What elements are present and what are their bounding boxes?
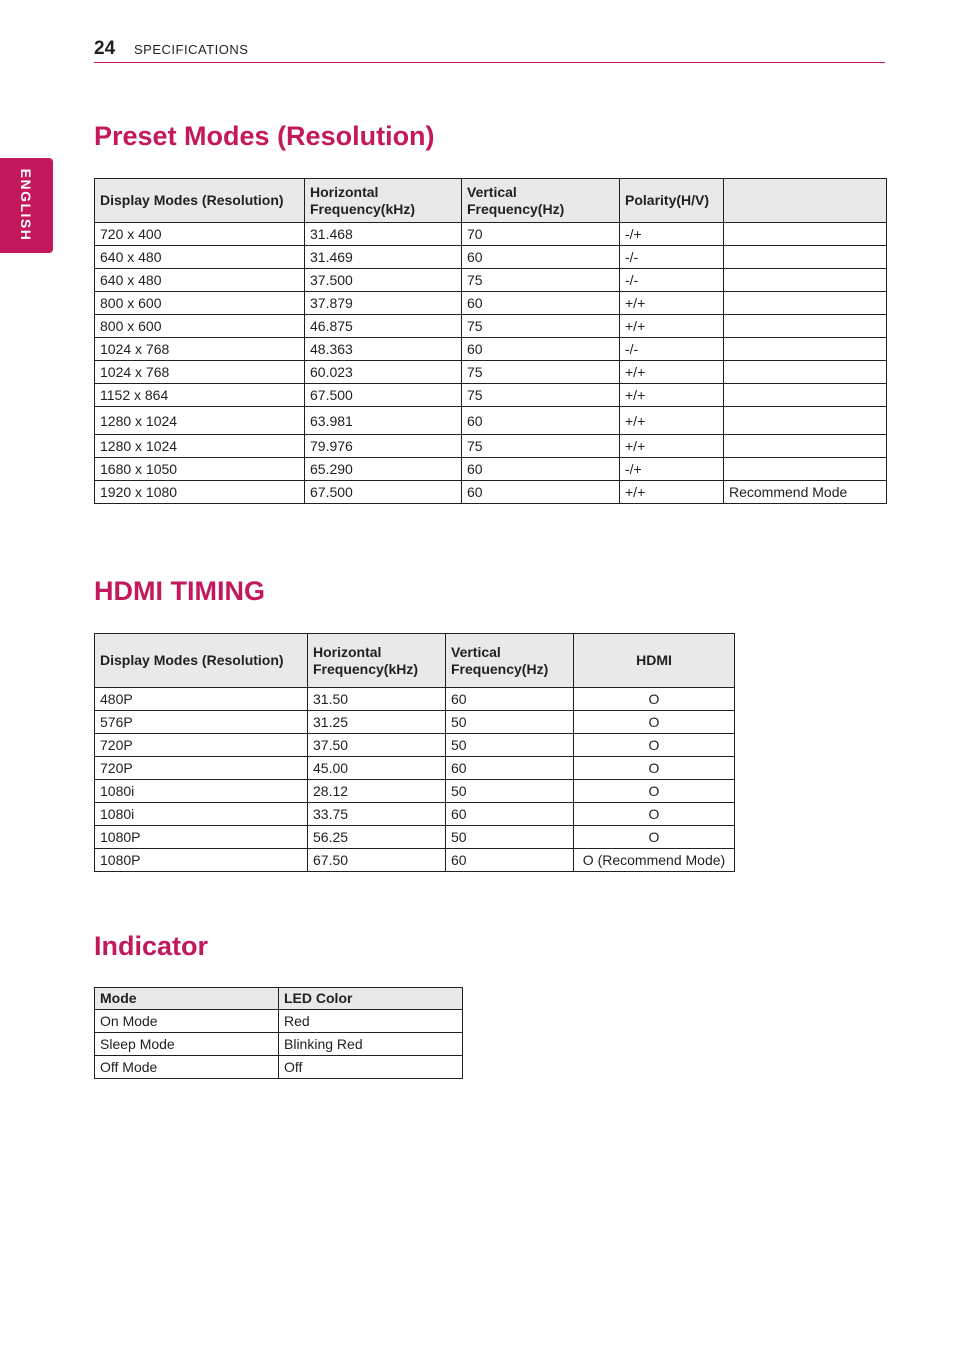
table-cell — [724, 223, 887, 246]
table-cell: 28.12 — [308, 780, 446, 803]
table-cell: -/- — [620, 246, 724, 269]
table-cell: 33.75 — [308, 803, 446, 826]
table-row — [95, 223, 887, 246]
table-cell — [724, 361, 887, 384]
table-cell: +/+ — [620, 384, 724, 407]
table-cell: 31.468 — [305, 223, 462, 246]
table-cell: 67.500 — [305, 481, 462, 504]
indicator-title: Indicator — [94, 931, 209, 961]
table-cell: 50 — [446, 826, 574, 849]
table-row — [95, 849, 735, 872]
table-header-row — [95, 988, 463, 1010]
column-header — [724, 179, 887, 223]
column-header: Horizontal Frequency(kHz) — [305, 179, 462, 223]
table-cell: +/+ — [620, 315, 724, 338]
table-cell: +/+ — [620, 292, 724, 315]
table-row — [95, 435, 887, 458]
table-cell: 75 — [462, 269, 620, 292]
table-row — [95, 407, 887, 435]
table-row — [95, 315, 887, 338]
table-cell: 640 x 480 — [95, 269, 305, 292]
table-row — [95, 803, 735, 826]
table-cell: 1080i — [95, 803, 308, 826]
table-cell: 48.363 — [305, 338, 462, 361]
table-row — [95, 1056, 463, 1079]
table-cell: 60 — [462, 292, 620, 315]
table-cell: O — [574, 688, 735, 711]
table-cell: 56.25 — [308, 826, 446, 849]
table-cell: -/+ — [620, 223, 724, 246]
table-row — [95, 481, 887, 504]
table-row — [95, 1010, 463, 1033]
table-row — [95, 246, 887, 269]
table-row — [95, 1033, 463, 1056]
table-cell: 60 — [462, 481, 620, 504]
table-cell: O — [574, 711, 735, 734]
table-header-row — [95, 179, 887, 223]
table-cell: O — [574, 734, 735, 757]
column-header: Vertical Frequency(Hz) — [446, 634, 574, 688]
table-cell — [724, 338, 887, 361]
table-row — [95, 292, 887, 315]
table-cell: Off — [279, 1056, 463, 1079]
table-cell: 45.00 — [308, 757, 446, 780]
table-cell: +/+ — [620, 435, 724, 458]
table-cell: Red — [279, 1010, 463, 1033]
hdmi-timing-title: HDMI TIMING — [94, 576, 265, 606]
table-cell: +/+ — [620, 407, 724, 435]
table-row — [95, 338, 887, 361]
table-header-row — [95, 634, 735, 688]
table-cell: 63.981 — [305, 407, 462, 435]
table-cell: 75 — [462, 361, 620, 384]
language-tab — [0, 158, 53, 253]
table-row — [95, 757, 735, 780]
table-cell: 50 — [446, 780, 574, 803]
table-cell: +/+ — [620, 361, 724, 384]
table-cell: -/+ — [620, 458, 724, 481]
table-cell: 75 — [462, 384, 620, 407]
table-cell: O — [574, 803, 735, 826]
table-row — [95, 384, 887, 407]
table-cell: 37.50 — [308, 734, 446, 757]
table-cell — [724, 269, 887, 292]
table-cell: 60 — [446, 688, 574, 711]
section-label: SPECIFICATIONS — [134, 42, 249, 57]
column-header: LED Color — [279, 988, 463, 1010]
table-cell: O — [574, 826, 735, 849]
table-cell — [724, 315, 887, 338]
table-cell: -/- — [620, 338, 724, 361]
table-cell: 720P — [95, 757, 308, 780]
table-cell: Blinking Red — [279, 1033, 463, 1056]
column-header: Display Modes (Resolution) — [95, 179, 305, 223]
table-cell: 640 x 480 — [95, 246, 305, 269]
table-cell: Sleep Mode — [95, 1033, 279, 1056]
table-cell: 75 — [462, 435, 620, 458]
table-cell: 60 — [462, 407, 620, 435]
table-cell: 37.879 — [305, 292, 462, 315]
table-cell: 60 — [446, 757, 574, 780]
table-cell: 67.50 — [308, 849, 446, 872]
table-cell: 60 — [446, 803, 574, 826]
table-cell: 60.023 — [305, 361, 462, 384]
table-row — [95, 826, 735, 849]
table-cell — [724, 407, 887, 435]
preset-modes-table — [94, 178, 887, 504]
table-row — [95, 734, 735, 757]
table-cell: 1024 x 768 — [95, 338, 305, 361]
column-header: Horizontal Frequency(kHz) — [308, 634, 446, 688]
column-header: HDMI — [574, 634, 735, 688]
table-cell: 1024 x 768 — [95, 361, 305, 384]
table-cell: On Mode — [95, 1010, 279, 1033]
table-cell: 576P — [95, 711, 308, 734]
column-header: Vertical Frequency(Hz) — [462, 179, 620, 223]
table-cell: -/- — [620, 269, 724, 292]
table-cell: 60 — [462, 246, 620, 269]
table-cell: 60 — [446, 849, 574, 872]
column-header: Polarity(H/V) — [620, 179, 724, 223]
table-cell: 1280 x 1024 — [95, 407, 305, 435]
table-cell: 65.290 — [305, 458, 462, 481]
table-cell: 46.875 — [305, 315, 462, 338]
table-cell: 1080i — [95, 780, 308, 803]
table-cell: 79.976 — [305, 435, 462, 458]
table-cell: O (Recommend Mode) — [574, 849, 735, 872]
table-cell: 1080P — [95, 849, 308, 872]
language-tab-label: ENGLISH — [18, 168, 34, 242]
table-cell: 800 x 600 — [95, 315, 305, 338]
table-cell: 800 x 600 — [95, 292, 305, 315]
table-cell: 50 — [446, 711, 574, 734]
table-row — [95, 780, 735, 803]
table-cell — [724, 458, 887, 481]
preset-modes-title: Preset Modes (Resolution) — [94, 121, 435, 151]
table-cell — [724, 384, 887, 407]
table-cell: 720P — [95, 734, 308, 757]
table-cell: 50 — [446, 734, 574, 757]
table-cell: 67.500 — [305, 384, 462, 407]
table-row — [95, 688, 735, 711]
table-cell — [724, 435, 887, 458]
table-cell — [724, 292, 887, 315]
table-cell: Recommend Mode — [724, 481, 887, 504]
table-cell: 1920 x 1080 — [95, 481, 305, 504]
hdmi-timing-table — [94, 633, 735, 872]
column-header: Mode — [95, 988, 279, 1010]
table-cell: 75 — [462, 315, 620, 338]
table-row — [95, 711, 735, 734]
table-cell: +/+ — [620, 481, 724, 504]
table-row — [95, 361, 887, 384]
table-cell: O — [574, 757, 735, 780]
table-cell: 60 — [462, 338, 620, 361]
table-cell — [724, 246, 887, 269]
table-cell: 480P — [95, 688, 308, 711]
table-cell: 720 x 400 — [95, 223, 305, 246]
table-row — [95, 269, 887, 292]
table-cell: 1152 x 864 — [95, 384, 305, 407]
table-cell: Off Mode — [95, 1056, 279, 1079]
table-cell: 1680 x 1050 — [95, 458, 305, 481]
table-cell: 60 — [462, 458, 620, 481]
table-cell: 31.469 — [305, 246, 462, 269]
table-cell: O — [574, 780, 735, 803]
table-cell: 1080P — [95, 826, 308, 849]
page-number: 24 — [94, 38, 116, 59]
page-header — [94, 38, 885, 63]
column-header: Display Modes (Resolution) — [95, 634, 308, 688]
table-cell: 31.25 — [308, 711, 446, 734]
table-cell: 31.50 — [308, 688, 446, 711]
table-cell: 70 — [462, 223, 620, 246]
table-cell: 37.500 — [305, 269, 462, 292]
table-cell: 1280 x 1024 — [95, 435, 305, 458]
indicator-table — [94, 987, 463, 1079]
table-row — [95, 458, 887, 481]
